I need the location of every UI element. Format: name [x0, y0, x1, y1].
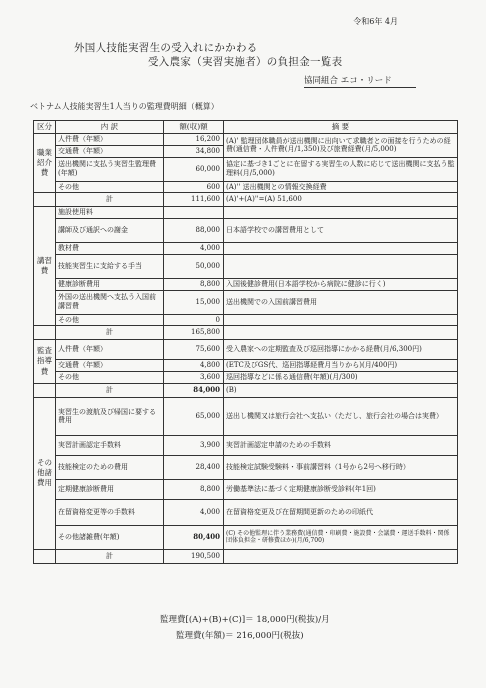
table-row — [34, 181, 458, 193]
header-note: 摘 要 — [224, 121, 458, 134]
row-amount: 8,800 — [164, 278, 224, 290]
row-amount: 60,000 — [164, 157, 224, 181]
row-amount: 3,900 — [164, 435, 224, 455]
row-item: 在留資格変更等の手数料 — [56, 499, 164, 525]
row-note: (A)' 監理団体職員が送出機関に出向いて求職者との面接を行うための経費(通信費・人件費(月/1,350)及び旅費経費(月/5,000) — [224, 134, 458, 158]
total-amount: 111,600 — [164, 193, 224, 207]
table-row — [34, 254, 458, 278]
table-row — [34, 157, 458, 181]
table-header-row — [34, 121, 458, 134]
table-row — [34, 499, 458, 525]
section-total-row — [34, 549, 458, 563]
table-row — [34, 278, 458, 290]
row-note: 実習計画認定申請のための手数料 — [224, 435, 458, 455]
table-row — [34, 243, 458, 255]
row-amount: 3,600 — [164, 372, 224, 384]
row-note: 在留資格変更及び在留期間更新のための印紙代 — [224, 499, 458, 525]
row-item: 講師及び通訳への謝金 — [56, 219, 164, 243]
table-row — [34, 314, 458, 326]
row-amount: 8,800 — [164, 479, 224, 499]
total-amount: 190,500 — [164, 549, 224, 563]
fee-table — [33, 120, 458, 564]
row-note: 日本語学校での講習費用として — [224, 219, 458, 243]
table-subtitle: ベトナム人技能実習生1人当りの監理費明細（概算） — [30, 102, 219, 111]
row-amount: 4,000 — [164, 243, 224, 255]
total-note — [224, 549, 458, 563]
row-note: (ETC及びGS代、巡回指導経費月当りから)(月/400円) — [224, 360, 458, 372]
header-amount: 額(収)額 — [164, 121, 224, 134]
row-note — [224, 243, 458, 255]
table-row — [34, 397, 458, 435]
row-amount: 88,000 — [164, 219, 224, 243]
section-total-row — [34, 193, 458, 207]
row-amount: 0 — [164, 314, 224, 326]
row-amount: 50,000 — [164, 254, 224, 278]
section-category: その他諸費用 — [34, 397, 56, 549]
total-amount: 84,000 — [164, 383, 224, 397]
row-amount — [164, 207, 224, 219]
table-row — [34, 525, 458, 549]
row-note — [224, 314, 458, 326]
row-note — [224, 207, 458, 219]
row-note: 送出し機関又は旅行会社へ支払い（ただし、旅行会社の場合は実費） — [224, 397, 458, 435]
row-amount: 75,600 — [164, 340, 224, 360]
row-item: 技能検定のための費用 — [56, 455, 164, 479]
row-item: その他 — [56, 181, 164, 193]
row-item: 技能実習生に支給する手当 — [56, 254, 164, 278]
table-row — [34, 207, 458, 219]
title-line-2: 受入農家（実習実施者）の負担金一覧表 — [148, 56, 343, 68]
row-note: 送出機関での入国前講習費用 — [224, 290, 458, 314]
table-row — [34, 372, 458, 384]
row-note: 技能検定試験受験料・事前講習料（1号から2号へ移行時） — [224, 455, 458, 479]
row-item: その他 — [56, 314, 164, 326]
row-item: その他諸雑費(年額) — [56, 525, 164, 549]
table-row — [34, 479, 458, 499]
section-category: 講習費 — [34, 207, 56, 326]
row-note: 協定に基づき1ごとに在留する実習生の人数に応じて送出機関に支払う監理料(月/5,000) — [224, 157, 458, 181]
row-item: 人件費（年額） — [56, 134, 164, 146]
table-row — [34, 134, 458, 146]
total-label: 計 — [56, 193, 164, 207]
section-total-row — [34, 383, 458, 397]
row-item: 外国の送出機関へ支払う入国前講習費 — [56, 290, 164, 314]
row-amount: 65,000 — [164, 397, 224, 435]
total-label: 計 — [56, 383, 164, 397]
row-note: (C) その他監理に伴う業務費(通信費・印刷費・施設費・会議費・運送手数料・関係団体負担金・研修費ほか)(月/6,700) — [224, 525, 458, 549]
table-row — [34, 360, 458, 372]
row-amount: 34,800 — [164, 145, 224, 157]
row-item: 施設使用料 — [56, 207, 164, 219]
total-amount: 165,800 — [164, 326, 224, 340]
row-amount: 28,400 — [164, 455, 224, 479]
row-item: 実習計画認定手数料 — [56, 435, 164, 455]
row-amount: 16,200 — [164, 134, 224, 146]
section-category: 職業紹介費 — [34, 134, 56, 193]
row-item: 健康診断費用 — [56, 278, 164, 290]
row-amount: 600 — [164, 181, 224, 193]
annual-fee-summary: 監理費(年額)＝ 216,000円(税抜) — [176, 631, 304, 641]
table-row — [34, 455, 458, 479]
row-item: 交通費（年額） — [56, 145, 164, 157]
monthly-fee-summary: 監理費[(A)+(B)+(C)]＝ 18,000円(税抜)/月 — [160, 615, 330, 625]
row-amount: 4,000 — [164, 499, 224, 525]
document-date: 令和6年 4月 — [353, 17, 398, 26]
row-amount: 4,800 — [164, 360, 224, 372]
organization-name: 協同組合 エコ・リード — [304, 74, 416, 88]
section-category: 監査指導費 — [34, 340, 56, 384]
table-row — [34, 290, 458, 314]
row-note: 労働基準法に基づく定期健康診断受診料(年1回) — [224, 479, 458, 499]
row-note: 巡回指導などに係る通信費(年額)(月/300) — [224, 372, 458, 384]
header-category: 区分 — [34, 121, 56, 134]
row-item: 教材費 — [56, 243, 164, 255]
row-item: 送出機関に支払う実習生監理費(年額) — [56, 157, 164, 181]
row-item: 交通費（年額） — [56, 360, 164, 372]
title-line-1: 外国人技能実習生の受入れにかかわる — [74, 42, 258, 54]
total-label: 計 — [56, 549, 164, 563]
total-label: 計 — [56, 326, 164, 340]
row-item: その他 — [56, 372, 164, 384]
total-note — [224, 326, 458, 340]
row-amount: 80,400 — [164, 525, 224, 549]
total-note: (B) — [224, 383, 458, 397]
row-item: 人件費（年額） — [56, 340, 164, 360]
row-note — [224, 254, 458, 278]
row-item: 定期健康診断費用 — [56, 479, 164, 499]
header-item: 内 訳 — [56, 121, 164, 134]
row-note: 受入農家への定期監査及び巡回指導にかかる経費(月/6,300円) — [224, 340, 458, 360]
section-total-row — [34, 326, 458, 340]
row-note: 入国後健診費用(日本語学校から病院に健診に行く) — [224, 278, 458, 290]
row-item: 実習生の渡航及び帰国に要する費用 — [56, 397, 164, 435]
row-amount: 15,000 — [164, 290, 224, 314]
table-row — [34, 435, 458, 455]
table-row — [34, 219, 458, 243]
total-note: (A)'+(A)''=(A) 51,600 — [224, 193, 458, 207]
row-note: (A)'' 送出機関との情報交換経費 — [224, 181, 458, 193]
table-row — [34, 340, 458, 360]
